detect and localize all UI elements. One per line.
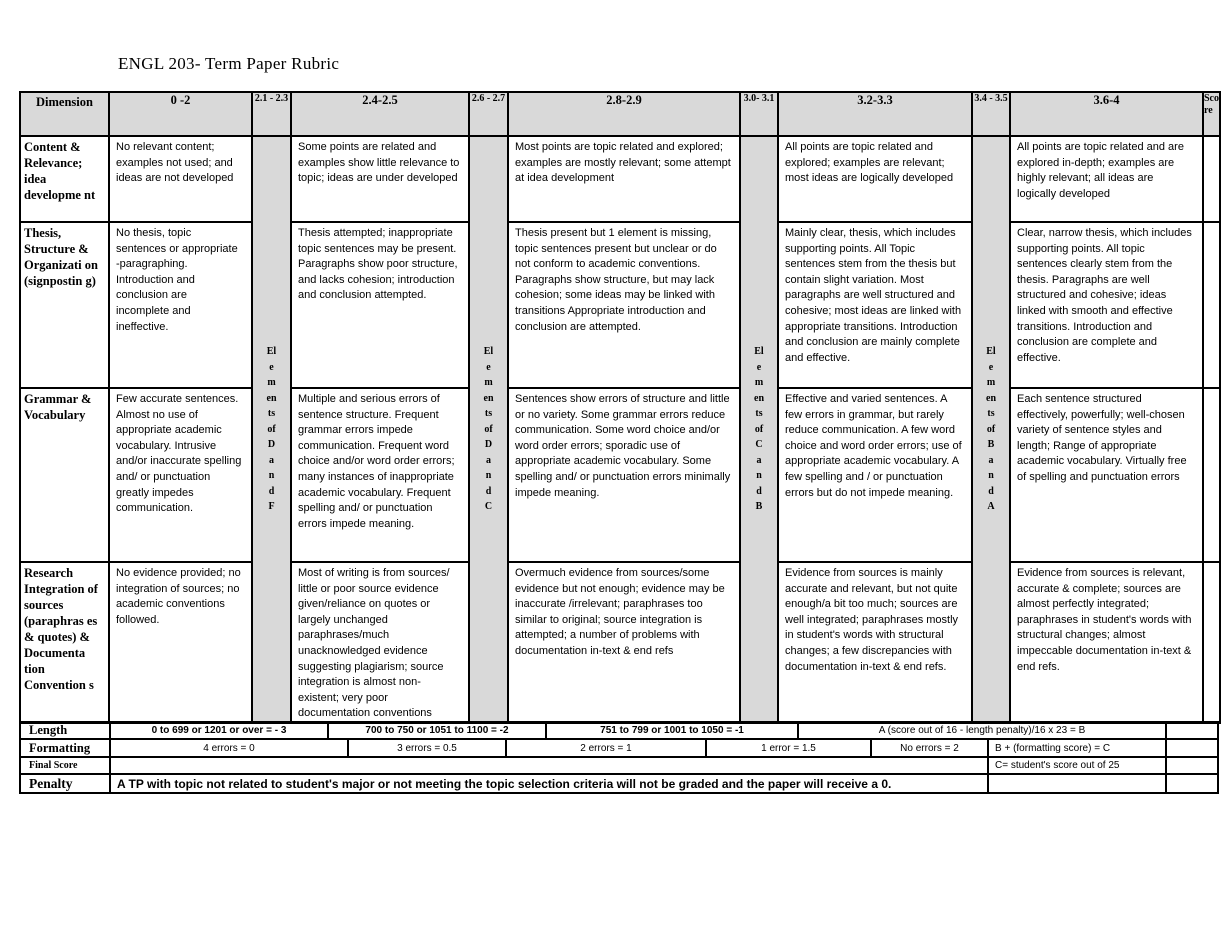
penalty-blank: [989, 775, 1167, 792]
score-cell[interactable]: [1203, 562, 1220, 723]
formatting-band: 1 error = 1.5: [707, 740, 872, 756]
dimension-label: Grammar & Vocabulary: [20, 388, 109, 562]
header-row: [20, 92, 1220, 136]
header-score-band: 2.4-2.5: [291, 92, 469, 136]
criterion-cell: Clear, narrow thesis, which includes supporting points. All topic sentences clearly stem from the thesis. Paragraphs are well structured and cohesive; ideas linked with smooth and effective transitions. Introduction and conclusion are complete and effective.: [1010, 222, 1203, 388]
length-label: Length: [21, 723, 111, 738]
dimension-label: Thesis, Structure & Organizati on (signpostin g): [20, 222, 109, 388]
score-cell[interactable]: [1203, 136, 1220, 222]
header-score-band: 3.4 - 3.5: [972, 92, 1010, 136]
transition-column: [252, 136, 291, 723]
dimension-label: Research Integration of sources (paraphras es & quotes) & Documenta tion Convention s: [20, 562, 109, 723]
header-score-band: 2.1 - 2.3: [252, 92, 291, 136]
rubric-table: [19, 91, 1221, 724]
length-band: 0 to 699 or 1201 or over = - 3: [111, 723, 329, 738]
header-dimension: Dimension: [20, 92, 109, 136]
header-score: Sco re: [1203, 92, 1220, 136]
transition-label: Elements of C and B: [754, 346, 764, 513]
criterion-cell: All points are topic related and explored; examples are relevant; most ideas are logically developed: [778, 136, 972, 222]
criterion-cell: Most points are topic related and explored; examples are mostly relevant; some attempt at idea development: [508, 136, 740, 222]
formatting-score[interactable]: [1167, 740, 1221, 756]
criterion-cell: No thesis, topic sentences or appropriate -paragraphing. Introduction and conclusion are incomplete and ineffective.: [109, 222, 252, 388]
rubric-row: [20, 222, 1220, 388]
header-score-band: 0 -2: [109, 92, 252, 136]
rubric-row: [20, 562, 1220, 723]
criterion-cell: No relevant content; examples not used; and ideas are not developed: [109, 136, 252, 222]
header-score-band: 3.2-3.3: [778, 92, 972, 136]
criterion-cell: Mainly clear, thesis, which includes supporting points. All Topic sentences stem from the thesis but contain slight variation. Most paragraphs are well structured and cohesive; most ideas are linked with appropriate transitions. Introduction and conclusion are mainly complete and effective.: [778, 222, 972, 388]
criterion-cell: Evidence from sources is mainly accurate and relevant, but not quite enough/a bit too much; sources are well integrated; paraphrases mostly in student's words with structural changes; a few discrepancies with documentation in-text & end refs.: [778, 562, 972, 723]
criterion-cell: Multiple and serious errors of sentence structure. Frequent grammar errors impede communication. Frequent word choice and/or word order errors; many instances of inappropriate academic vocabulary. Frequent spelling and/ or punctuation errors impede meaning.: [291, 388, 469, 562]
header-score-band: 2.8-2.9: [508, 92, 740, 136]
criterion-cell: No evidence provided; no integration of sources; no academic conventions followed.: [109, 562, 252, 723]
criterion-cell: Few accurate sentences. Almost no use of appropriate academic vocabulary. Intrusive and/or inaccurate spelling and/ or punctuation greatly impedes communication.: [109, 388, 252, 562]
formatting-band: No errors = 2: [872, 740, 989, 756]
length-band: 751 to 799 or 1001 to 1050 = -1: [547, 723, 799, 738]
length-score[interactable]: [1167, 723, 1221, 738]
final-score-blank: [111, 758, 989, 773]
criterion-cell: Thesis present but 1 element is missing, topic sentences present but unclear or do not conform to academic conventions. Paragraphs show structure, but may lack cohesion; some ideas may be linked with transitions Appropriate introduction and conclusion are attempted.: [508, 222, 740, 388]
length-formula: A (score out of 16 - length penalty)/16 x 23 = B: [799, 723, 1167, 738]
final-score-label: Final Score: [21, 758, 111, 773]
criterion-cell: Most of writing is from sources/ little or poor source evidence given/reliance on quotes or largely unchanged paraphrases/much unacknowledged evidence suggesting plagiarism; source integration is almost non-existent; very poor documentation conventions: [291, 562, 469, 723]
length-band: 700 to 750 or 1051 to 1100 = -2: [329, 723, 547, 738]
penalty-text: A TP with topic not related to student's major or not meeting the topic selection criteria will not be graded and the paper will receive a 0.: [111, 775, 989, 792]
header-score-band: 3.6-4: [1010, 92, 1203, 136]
transition-label: Elements of D and F: [266, 346, 277, 513]
criterion-cell: Some points are related and examples show little relevance to topic; ideas are under developed: [291, 136, 469, 222]
criterion-cell: Thesis attempted; inappropriate topic sentences may be present. Paragraphs show poor structure, and lacks cohesion; introduction and conclusion attempted.: [291, 222, 469, 388]
criterion-cell: Each sentence structured effectively, powerfully; well-chosen variety of sentence styles and length; Range of appropriate academic vocabulary. Virtually free of spelling and punctuation errors: [1010, 388, 1203, 562]
formatting-band: 4 errors = 0: [111, 740, 349, 756]
rubric-row: [20, 136, 1220, 222]
final-score-value[interactable]: [1167, 758, 1221, 773]
page-title: ENGL 203- Term Paper Rubric: [118, 54, 340, 73]
transition-column: [469, 136, 508, 723]
criterion-cell: Overmuch evidence from sources/some evidence but not enough; evidence may be inaccurate /irrelevant; paraphrases too similar to original; source integration is attempted; a number of problems with documentation in-text & end refs: [508, 562, 740, 723]
penalty-row: [19, 775, 1219, 794]
transition-label: Elements of D and C: [483, 346, 494, 513]
final-score-note: C= student's score out of 25: [989, 758, 1167, 773]
final-score-row: [19, 758, 1219, 775]
formatting-label: Formatting: [21, 740, 111, 756]
formatting-band: 3 errors = 0.5: [349, 740, 507, 756]
score-cell[interactable]: [1203, 222, 1220, 388]
formatting-band: 2 errors = 1: [507, 740, 707, 756]
formatting-formula: B + (formatting score) = C: [989, 740, 1167, 756]
transition-column: [740, 136, 778, 723]
header-score-band: 2.6 - 2.7: [469, 92, 508, 136]
rubric-row: [20, 388, 1220, 562]
scoring-section: [19, 721, 1219, 794]
formatting-row: [19, 740, 1219, 758]
score-cell[interactable]: [1203, 388, 1220, 562]
header-score-band: 3.0- 3.1: [740, 92, 778, 136]
length-row: [19, 721, 1219, 740]
criterion-cell: Sentences show errors of structure and little or no variety. Some grammar errors reduce communication. Some word choice and/or word order errors; sporadic use of appropriate academic vocabulary. Some spelling and/ or punctuation errors minimally impede meaning.: [508, 388, 740, 562]
penalty-label: Penalty: [21, 775, 111, 792]
criterion-cell: Evidence from sources is relevant, accurate & complete; sources are almost perfectly integrated; paraphrases in student's words with structural changes; almost impeccable documentation in-text & end refs.: [1010, 562, 1203, 723]
criterion-cell: All points are topic related and are explored in-depth; examples are highly relevant; all ideas are logically developed: [1010, 136, 1203, 222]
transition-column: [972, 136, 1010, 723]
transition-label: Elements of B and A: [986, 346, 996, 513]
penalty-score[interactable]: [1167, 775, 1221, 792]
dimension-label: Content & Relevance; idea developme nt: [20, 136, 109, 222]
criterion-cell: Effective and varied sentences. A few errors in grammar, but rarely reduce communication. A few word choice and word order errors; use of appropriate academic vocabulary. A few spelling and / or punctuation errors but do not impede meaning.: [778, 388, 972, 562]
